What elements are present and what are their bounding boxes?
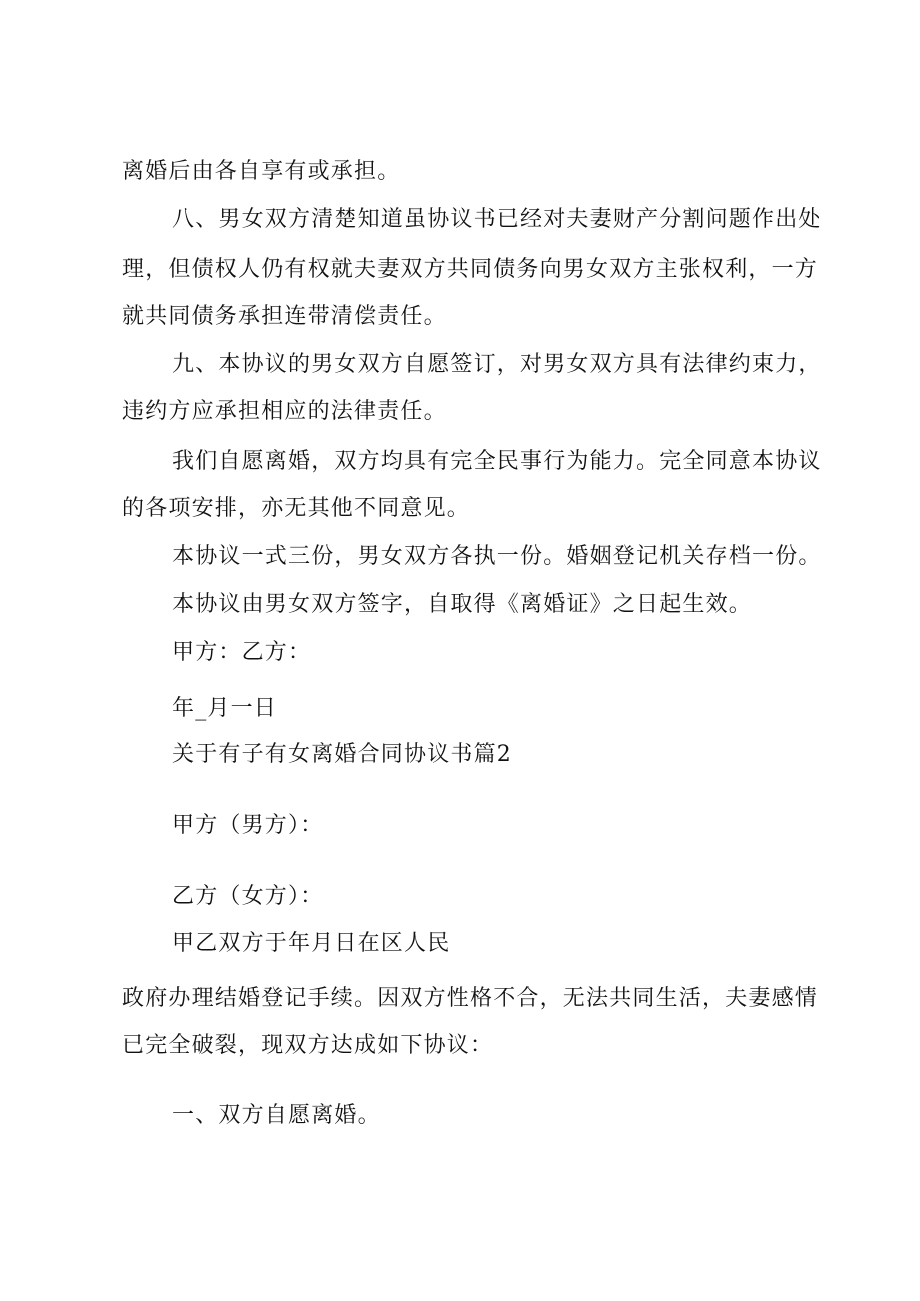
- signature-line: 甲方：乙方：: [172, 640, 312, 665]
- paragraph-line: 的各项安排，亦无其他不同意见。: [122, 496, 471, 521]
- paragraph-line: 就共同债务承担连带清偿责任。: [122, 304, 447, 329]
- date-line: 年_月一日: [172, 696, 278, 721]
- paragraph-line: 本协议一式三份，男女双方各执一份。婚姻登记机关存档一份。: [172, 544, 822, 569]
- clause-eight-heading: 八、男女双方清楚知道虽协议书已经对夫妻财产分割问题作出处: [172, 207, 822, 232]
- section-title: 关于有子有女离婚合同协议书篇2: [172, 742, 512, 767]
- paragraph-line: 政府办理结婚登记手续。因双方性格不合，无法共同生活，夫妻感情: [122, 986, 819, 1011]
- party-a-line: 甲方（男方）：: [172, 813, 324, 838]
- paragraph-line: 已完全破裂，现双方达成如下协议：: [122, 1033, 494, 1058]
- paragraph-line: 我们自愿离婚，双方均具有完全民事行为能力。完全同意本协议: [172, 449, 822, 474]
- clause-nine-heading: 九、本协议的男女双方自愿签订，对男女双方具有法律约束力，: [172, 352, 822, 377]
- paragraph-line: 离婚后由各自享有或承担。: [122, 159, 401, 184]
- paragraph-line: 理，但债权人仍有权就夫妻双方共同债务向男女双方主张权利，一方: [122, 257, 819, 282]
- paragraph-line: 违约方应承担相应的法律责任。: [122, 399, 447, 424]
- paragraph-line: 甲乙双方于年月日在区人民: [172, 931, 451, 956]
- clause-one-heading: 一、双方自愿离婚。: [172, 1103, 381, 1128]
- party-b-line: 乙方（女方）：: [172, 884, 324, 909]
- paragraph-line: 本协议由男女双方签字，自取得《离婚证》之日起生效。: [172, 592, 753, 617]
